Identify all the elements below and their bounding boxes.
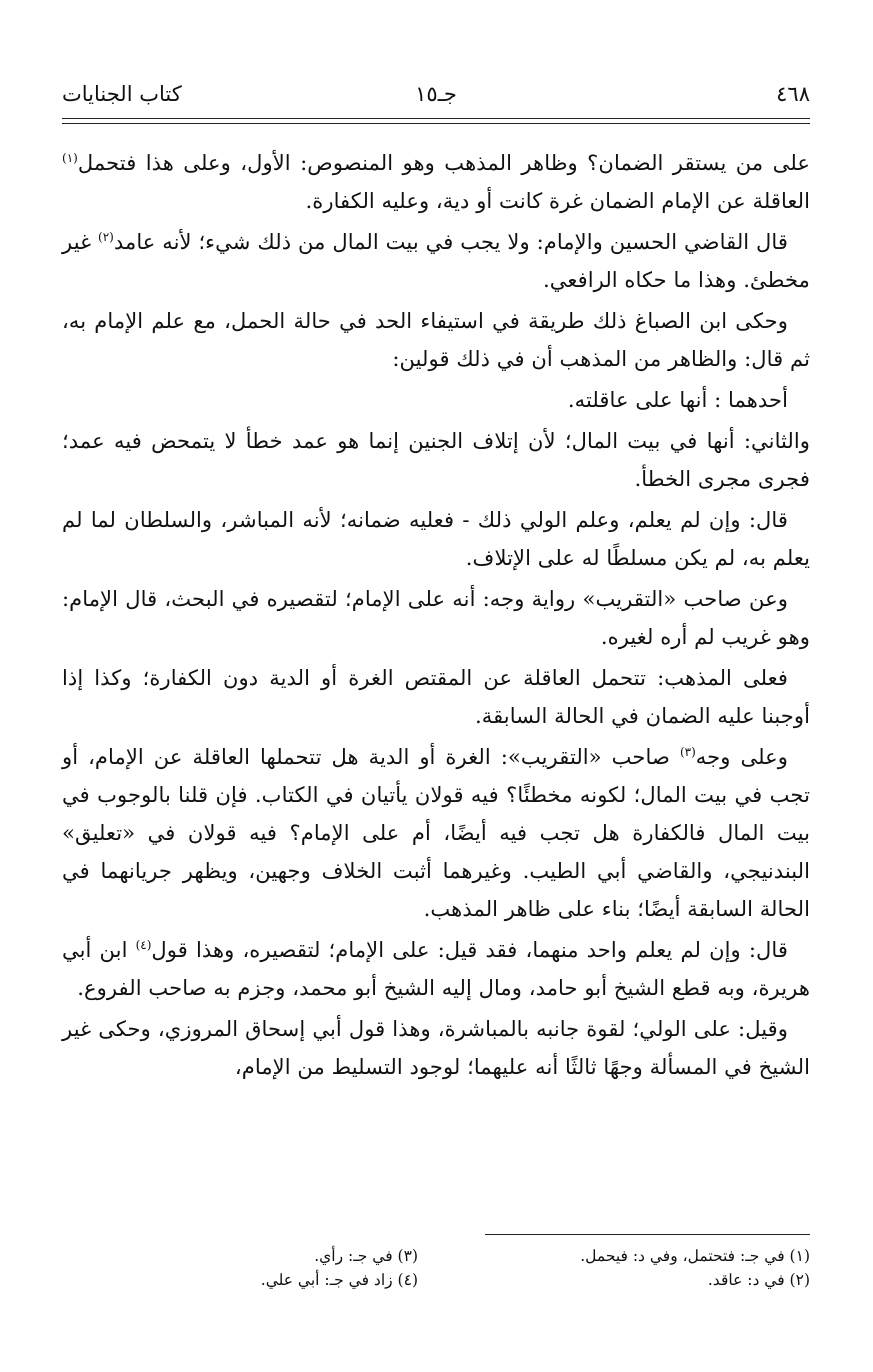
paragraph: والثاني: أنها في بيت المال؛ لأن إتلاف الجنين إنما هو عمد خطأ لا يتمحض فيه عمد؛ فجرى مجرى الخطأ.: [62, 428, 810, 491]
footnote-column-right: [450, 1244, 810, 1292]
footnote: (٤) زاد في جـ: أبي علي.: [260, 1271, 418, 1289]
paragraph: وعلى وجه$^{(٣)}$ صاحب «التقريب»: الغرة أو الدية هل تتحملها العاقلة عن الإمام، أو تجب في بيت المال؛ لكونه مخطئًا؟ فيه قولان يأتيان في الكتاب. فإن قلنا بالوجوب في بيت المال فالكفارة هل تجب فيه أيضًا، أم على الإمام؟ فيه قولان في «تعليق» البندنيجي، والقاضي أبي الطيب. وغيرهما أثبت الخلاف وجهين، ويظهر جريانهما في الحالة السابقة أيضًا؛ بناء على ظاهر المذهب.: [62, 744, 810, 921]
footnote-rule: [485, 1234, 810, 1235]
footnote-ref: (٣): [679, 744, 696, 759]
book-page: [62, 78, 810, 1289]
paragraph: أحدهما : أنها على عاقلته.: [567, 387, 788, 412]
running-header: [62, 78, 810, 112]
footnote-column-left: [58, 1244, 418, 1292]
footnote-ref: (٤): [135, 937, 152, 952]
footnote: (١) في جـ: فتحتمل، وفي د: فيحمل.: [580, 1247, 810, 1265]
paragraph: قال القاضي الحسين والإمام: ولا يجب في بيت المال من ذلك شيء؛ لأنه عامد$^{(٢)}$ غير مخطئ. وهذا ما حكاه الرافعي.: [62, 229, 810, 292]
header-rule-thin: [62, 123, 810, 124]
book-title: كتاب الجنايات: [62, 82, 182, 106]
paragraph: قال: وإن لم يعلم واحد منهما، فقد قيل: على الإمام؛ لتقصيره، وهذا قول$^{(٤)}$ ابن أبي هريرة، وبه قطع الشيخ أبو حامد، ومال إليه الشيخ أبو محمد، وجزم به صاحب الفروع.: [62, 937, 810, 1000]
paragraph: فعلى المذهب: تتحمل العاقلة عن المقتص الغرة أو الدية دون الكفارة؛ وكذا إذا أوجبنا عليه الضمان في الحالة السابقة.: [62, 665, 810, 728]
paragraph: وحكى ابن الصباغ ذلك طريقة في استيفاء الحد في حالة الحمل، مع علم الإمام به، ثم قال: والظاهر من المذهب أن في ذلك قولين:: [62, 308, 810, 371]
paragraph: وقيل: على الولي؛ لقوة جانبه بالمباشرة، وهذا قول أبي إسحاق المروزي، وحكى غير الشيخ في المسألة وجهًا ثالثًا أنه عليهما؛ لوجود التسليط من الإمام،: [62, 1016, 810, 1079]
main-text: [62, 144, 810, 1089]
paragraph: قال: وإن لم يعلم، وعلم الولي ذلك - فعليه ضمانه؛ لأنه المباشر، والسلطان لما لم يعلم به، لم يكن مسلطًا له على الإتلاف.: [62, 507, 810, 570]
page-number: ٤٦٨: [776, 82, 810, 106]
paragraph: على من يستقر الضمان؟ وظاهر المذهب وهو المنصوص: الأول، وعلى هذا فتحمل$^{(١)}$ العاقلة عن الإمام الضمان غرة كانت أو دية، وعليه الكفارة.: [62, 150, 810, 213]
footnote: (٣) في جـ: رأي.: [314, 1247, 418, 1265]
paragraph: وعن صاحب «التقريب» رواية وجه: أنه على الإمام؛ لتقصيره في البحث، قال الإمام: وهو غريب لم أره لغيره.: [62, 586, 810, 649]
footnote-ref: (١): [62, 150, 78, 165]
footnote: (٢) في د: عاقد.: [707, 1271, 810, 1289]
volume-label: جـ١٥: [415, 82, 457, 106]
footnote-ref: (٢): [98, 229, 114, 244]
header-rule: [62, 118, 810, 119]
